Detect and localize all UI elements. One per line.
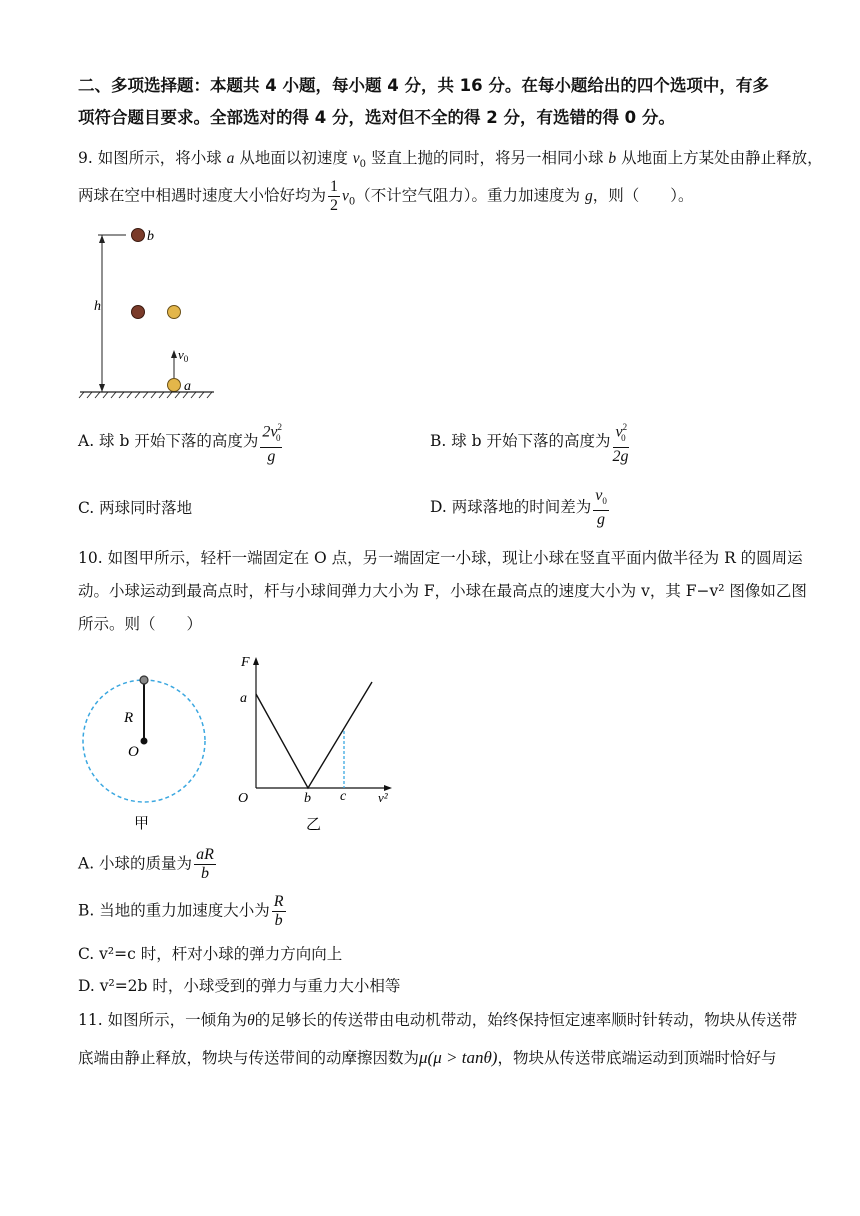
label-h: h [94, 299, 101, 314]
pivot-o [141, 738, 148, 745]
q10-option-b[interactable]: B. 当地的重力加速度大小为 $\frac{R}{b}$ [78, 893, 284, 929]
ball-b-meet [132, 306, 145, 319]
caption-yi: 乙 [306, 817, 322, 833]
ground-hatch [79, 392, 212, 398]
q10-option-d[interactable]: D. v²=2b 时，小球受到的弹力与重力大小相等 [78, 977, 401, 995]
section-header-line1: 二、多项选择题：本题共 4 小题，每小题 4 分，共 16 分。在每小题给出的四个选项中，有多 [78, 76, 769, 95]
q9-stem-line1: 9. 如图所示，将小球 a 从地面以初速度 $v_0$ 竖直上抛的同时，将另一相同小球 b 从地面上方某处由静止释放， [78, 149, 823, 171]
section-header-line2: 项符合题目要求。全部选对的得 4 分，选对但不全的得 2 分，有选错的得 0 分。 [78, 108, 675, 127]
label-origin: O [238, 791, 249, 806]
label-o: O [128, 744, 139, 760]
q9-stem-line2: 两球在空中相遇时速度大小恰好均为 $\frac{1}{2}$ $v_0$（不计空气阻力）。重力加速度为 g，则（ ）。 [78, 178, 694, 214]
label-c: c [340, 789, 347, 804]
f-v2-graph [256, 682, 372, 788]
label-v2: v² [378, 790, 388, 805]
label-a: a [240, 691, 247, 706]
q10-figure-jia [76, 668, 216, 838]
q10-option-c[interactable]: C. v²=c 时，杆对小球的弹力方向向上 [78, 945, 343, 963]
q9-option-b[interactable]: B. 球 b 开始下落的高度为 $\frac{v^2_0}{2g}$ [430, 418, 631, 466]
q9-option-a[interactable]: A. 球 b 开始下落的高度为 $\frac{2v^2_0}{g}$ [78, 418, 284, 466]
q11-stem-line1: 11. 如图所示，一倾角为θ的足够长的传送带由电动机带动，始终保持恒定速率顺时针转动，物块从传送带 [78, 1011, 798, 1029]
q9-option-c[interactable]: C. 两球同时落地 [78, 499, 193, 517]
q10-figure-yi [232, 648, 402, 838]
q11-stem-line2: 底端由静止释放，物块与传送带间的动摩擦因数为μ(μ > tanθ)，物块从传送带底端运动到顶端时恰好与 [78, 1048, 777, 1067]
q9-figure [74, 222, 224, 402]
fraction-half: $\frac{1}{2}$ [330, 178, 339, 214]
q10-stem-line2: 动。小球运动到最高点时，杆与小球间弹力大小为 F，小球在最高点的速度大小为 v，其 F−v² 图像如乙图 [78, 582, 807, 600]
label-b: b [304, 791, 311, 806]
label-f: F [241, 655, 250, 670]
small-ball [140, 676, 148, 684]
q10-stem-line1: 10. 如图甲所示，轻杆一端固定在 O 点，另一端固定一小球，现让小球在竖直平面内做半径为 R 的圆周运 [78, 549, 803, 567]
q10-stem-line3: 所示。则（ ） [78, 615, 203, 633]
caption-jia: 甲 [134, 816, 150, 832]
q9-option-d[interactable]: D. 两球落地的时间差为 $\frac{v_0}{g}$ [430, 487, 607, 529]
label-r: R [124, 710, 134, 726]
label-a: a [184, 379, 191, 394]
ball-a-meet [168, 306, 181, 319]
label-v0: $v_0$ [178, 347, 189, 364]
ball-a-start [168, 379, 181, 392]
ball-b-start [132, 229, 145, 242]
label-b: b [147, 229, 154, 244]
q10-option-a[interactable]: A. 小球的质量为 $\frac{aR}{b}$ [78, 846, 214, 882]
